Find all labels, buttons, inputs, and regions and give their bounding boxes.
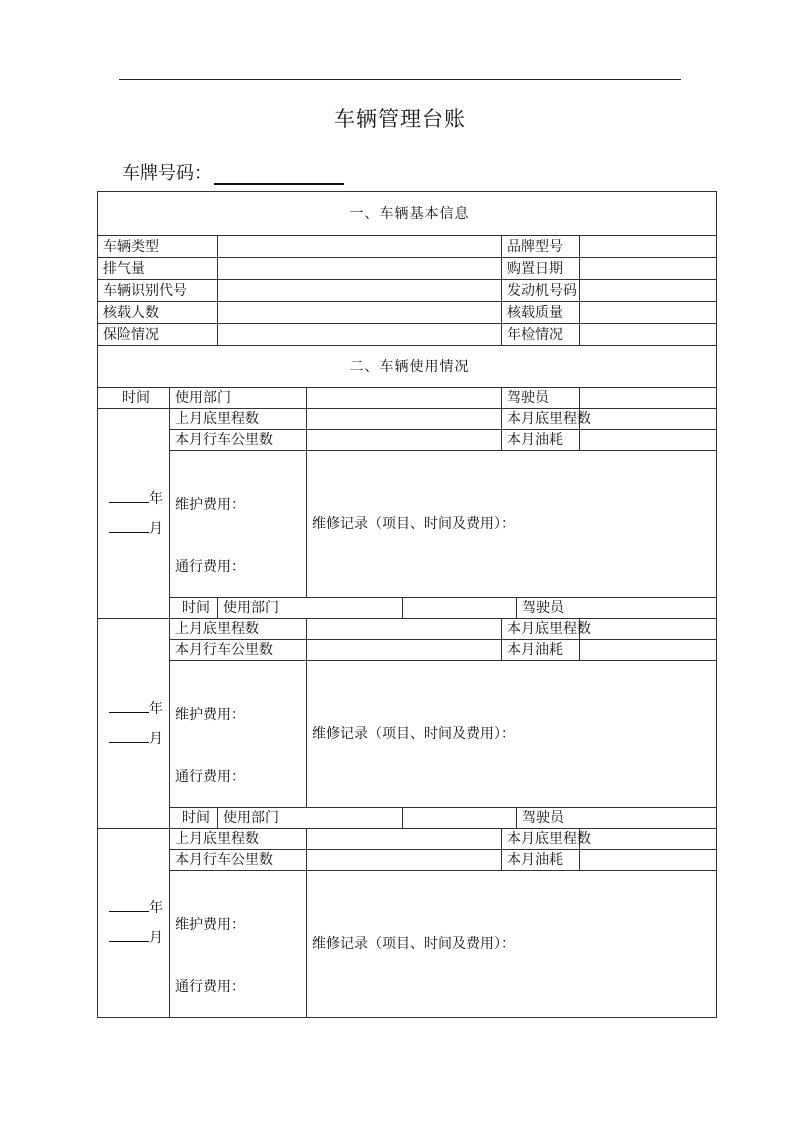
fuel-value[interactable] <box>580 640 717 661</box>
fees-cell[interactable] <box>170 661 307 808</box>
this-month-mileage-value[interactable] <box>580 829 717 850</box>
basic-info-value[interactable] <box>218 302 502 324</box>
last-month-mileage-label: 上月底里程数 <box>170 619 307 640</box>
mileage-fuel-row <box>98 850 717 871</box>
monthly-km-label: 本月行车公里数 <box>170 850 307 871</box>
repair-record-label: 维修记录（项目、时间及费用）： <box>312 516 515 532</box>
section-basic-info-title: 一、车辆基本信息 <box>98 192 717 236</box>
basic-info-label: 保险情况 <box>98 324 218 346</box>
maintenance-fee-label: 维护费用： <box>175 917 245 933</box>
mileage-fuel-row <box>98 430 717 451</box>
repair-record-cell[interactable] <box>307 661 717 808</box>
basic-info-row <box>98 280 717 302</box>
last-month-mileage-value[interactable] <box>307 409 502 430</box>
year-month-cell[interactable] <box>98 619 170 829</box>
vehicle-ledger-table <box>97 191 717 1018</box>
basic-info-label: 车辆识别代号 <box>98 280 218 302</box>
fuel-label: 本月油耗 <box>502 850 580 871</box>
time-label: 时间 <box>170 808 218 829</box>
usage-header-row <box>98 808 717 829</box>
this-month-mileage-value[interactable] <box>580 409 717 430</box>
this-month-mileage-label: 本月底里程数 <box>502 619 580 640</box>
fuel-value[interactable] <box>580 430 717 451</box>
basic-info-label: 发动机号码 <box>502 280 580 302</box>
fees-cell[interactable] <box>170 871 307 1018</box>
driver-value[interactable] <box>580 388 717 409</box>
fees-row <box>98 871 717 1018</box>
basic-info-label: 品牌型号 <box>502 236 580 258</box>
department-value[interactable] <box>403 598 517 619</box>
basic-info-row <box>98 324 717 346</box>
year-label: 年 <box>149 490 163 507</box>
usage-header-row <box>98 388 717 409</box>
year-label: 年 <box>149 900 163 916</box>
last-month-mileage-label: 上月底里程数 <box>170 409 307 430</box>
document-title: 车辆管理台账 <box>334 107 466 131</box>
fuel-label: 本月油耗 <box>502 640 580 661</box>
basic-info-value[interactable] <box>580 302 717 324</box>
fees-row <box>98 661 717 808</box>
repair-record-label: 维修记录（项目、时间及费用）： <box>312 936 515 952</box>
month-label: 月 <box>149 930 163 946</box>
fuel-value[interactable] <box>580 850 717 871</box>
basic-info-row <box>98 258 717 280</box>
section-usage-title: 二、车辆使用情况 <box>98 346 717 388</box>
monthly-km-label: 本月行车公里数 <box>170 430 307 451</box>
department-value[interactable] <box>403 808 517 829</box>
basic-info-label: 年检情况 <box>502 324 580 346</box>
basic-info-label: 核载质量 <box>502 302 580 324</box>
basic-info-label: 车辆类型 <box>98 236 218 258</box>
basic-info-row <box>98 236 717 258</box>
repair-record-cell[interactable] <box>307 451 717 598</box>
top-rule <box>119 79 681 80</box>
month-label: 月 <box>149 730 163 747</box>
toll-fee-label: 通行费用： <box>175 559 245 575</box>
fees-row <box>98 451 717 598</box>
basic-info-label: 排气量 <box>98 258 218 280</box>
last-month-mileage-label: 上月底里程数 <box>170 829 307 850</box>
mileage-row <box>98 829 717 850</box>
plate-number-field <box>122 159 344 185</box>
this-month-mileage-label: 本月底里程数 <box>502 829 580 850</box>
basic-info-row <box>98 302 717 324</box>
department-label: 使用部门 <box>218 808 403 829</box>
last-month-mileage-value[interactable] <box>307 829 502 850</box>
department-value[interactable] <box>307 388 502 409</box>
driver-label: 驾驶员 <box>502 388 580 409</box>
plate-number-label: 车牌号码： <box>122 163 212 184</box>
department-label: 使用部门 <box>170 388 307 409</box>
monthly-km-label: 本月行车公里数 <box>170 640 307 661</box>
toll-fee-label: 通行费用： <box>175 979 245 995</box>
driver-label: 驾驶员 <box>517 808 717 829</box>
fuel-label: 本月油耗 <box>502 430 580 451</box>
department-label: 使用部门 <box>218 598 403 619</box>
basic-info-value[interactable] <box>580 324 717 346</box>
basic-info-value[interactable] <box>580 236 717 258</box>
monthly-km-value[interactable] <box>307 430 502 451</box>
mileage-row <box>98 619 717 640</box>
driver-label: 驾驶员 <box>517 598 717 619</box>
month-label: 月 <box>149 520 163 537</box>
mileage-row <box>98 409 717 430</box>
year-month-cell[interactable] <box>98 409 170 619</box>
this-month-mileage-value[interactable] <box>580 619 717 640</box>
repair-record-label: 维修记录（项目、时间及费用）： <box>312 726 515 742</box>
maintenance-fee-label: 维护费用： <box>175 497 245 513</box>
basic-info-label: 核载人数 <box>98 302 218 324</box>
plate-number-blank[interactable] <box>214 163 344 185</box>
mileage-fuel-row <box>98 640 717 661</box>
basic-info-value[interactable] <box>218 236 502 258</box>
this-month-mileage-label: 本月底里程数 <box>502 409 580 430</box>
basic-info-value[interactable] <box>580 258 717 280</box>
time-label: 时间 <box>98 388 170 409</box>
monthly-km-value[interactable] <box>307 850 502 871</box>
basic-info-value[interactable] <box>218 258 502 280</box>
usage-header-row <box>98 598 717 619</box>
basic-info-value[interactable] <box>218 280 502 302</box>
monthly-km-value[interactable] <box>307 640 502 661</box>
year-label: 年 <box>149 700 163 717</box>
time-label: 时间 <box>170 598 218 619</box>
repair-record-cell[interactable] <box>307 871 717 1018</box>
year-month-cell[interactable] <box>98 829 170 1018</box>
basic-info-label: 购置日期 <box>502 258 580 280</box>
toll-fee-label: 通行费用： <box>175 769 245 785</box>
maintenance-fee-label: 维护费用： <box>175 707 245 723</box>
last-month-mileage-value[interactable] <box>307 619 502 640</box>
basic-info-value[interactable] <box>580 280 717 302</box>
basic-info-value[interactable] <box>218 324 502 346</box>
fees-cell[interactable] <box>170 451 307 598</box>
